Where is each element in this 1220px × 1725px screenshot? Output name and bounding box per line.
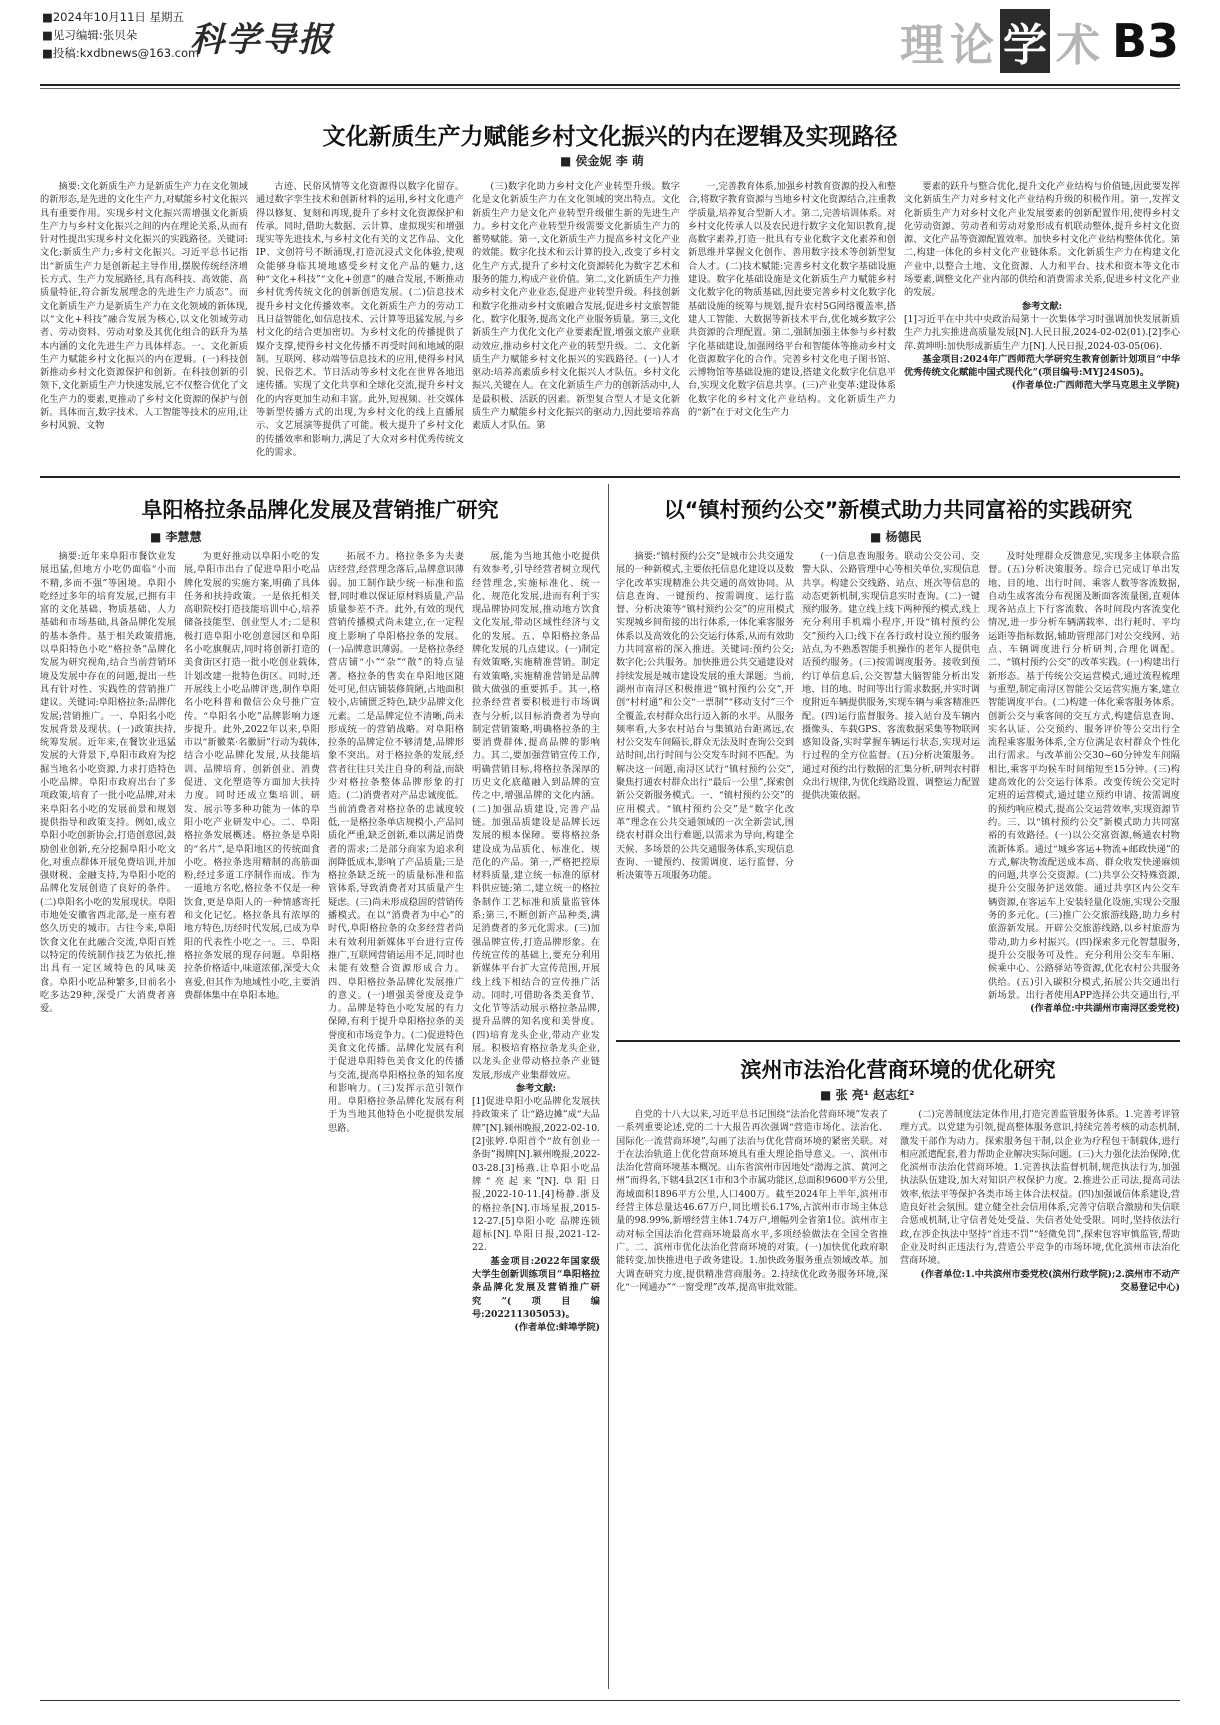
issue-date: ■2024年10月11日 星期五	[42, 10, 185, 24]
article1-column-5	[904, 180, 1180, 470]
article1-refs-heading: 参考文献:	[1021, 300, 1063, 312]
article3-unit: (作者单位:中共湖州市南浔区委党校)	[1030, 1003, 1180, 1014]
section-char-3: 学	[1000, 9, 1050, 73]
article2-text-3: 拓展不力。格拉条多为夫妻店经营,经营理念落后,品牌意识薄弱。加工制作缺少统一标准和监督,同时难以保证原材料质量,产品质量参差不齐。此外,有效的现代营销传播模式尚未建立,在一定程度上影响了阜阳格拉条的发展。(一)品牌意识薄弱。一是格拉条经营店铺“小”“杂”“散”的特点显著。格拉条的售卖在阜阳地区随处可见,但店铺装修简陋,占地面积较小,店铺匮乏特色,缺少品牌文化元素。二是品牌定位不清晰,尚未形成统一的营销战略。对阜阳格拉条的品牌定位不够清楚,品牌形象不突出。对于格拉条的发展,经营者往往只关注自身的利益,而缺少对格拉条整体品牌形象的打造。(二)消费者对产品忠诚度低。当前消费者对格拉条的忠诚度较低,一是格拉条单店规模小,产品同质化严重,缺乏创新,难以满足消费者的需求;二是部分商家为追求利润降低成本,影响了产品质量;三是格拉条缺乏统一的质量标准和监管体系,导致消费者对其质量产生疑虑。(三)尚未形成稳固的营销传播模式。在以“消费者为中心”的时代,阜阳格拉条的众多经营者尚未有效利用新媒体平台进行宣传推广,互联网营销运用不足,同时也未能有效整合资源形成合力。四、阜阳格拉条品牌化发展推广的意义。(一)增强美誉度及竞争力。品牌是特色小吃发展的有力保障,有利于提升阜阳格拉条的美誉度和市场竞争力。(二)促进特色美食文化传播。品牌化发展有利于促进阜阳特色美食文化的传播与交流,提高阜阳格拉条的知名度和影响力。(三)发挥示范引领作用。阜阳格拉条品牌化发展有利于为当地其他特色小吃提供发展思路。	[328, 551, 464, 1134]
article4-column-1	[616, 1108, 888, 1690]
article1-text-3: (三)数字化助力乡村文化产业转型升级。数字化是文化新质生产力在文化领域的突出特点。文化新质生产力是文化产业转型升级催生新的先进生产力。乡村文化产业转型升级需要文化新质生产力的蓄势赋能。第一,文化新质生产力提高乡村文化产业的效能。数字化技术和云计算的投入,改变了乡村文化生产方式,提升了乡村文化资源转化为数字艺术和服务的能力,构成产业价值。第二,文化新质生产力推动乡村文化产业业态,促进产业转型升级。科技创新和数字化推动乡村文旅融合发展,促进乡村文旅智能化、数字化服务,提高文化产业服务质量。第三,文化新质生产力优化文化产业要素配置,增强文旅产业联动效应,推动乡村文化产业的转型升级。二、文化新质生产力赋能乡村文化振兴的实践路径。(一)人才驱动:培养高素质乡村文化振兴人才队伍。乡村文化振兴,关键在人。在文化新质生产力的创新活动中,人是最积极、活跃的因素。新型复合型人才是文化新质生产力赋能乡村文化振兴的驱动力,因此要培养高素质人才队伍。第	[472, 181, 680, 432]
article2-column-4	[472, 550, 600, 1690]
article2-title: 阜阳格拉条品牌化发展及营销推广研究	[141, 498, 499, 522]
page-number: B3	[1112, 14, 1180, 68]
article1-refs: [1]习近平在中共中央政治局第十一次集体学习时强调加快发展新质生产力扎实推进高质量发展[N].人民日报,2024-02-02(01).[2]李心萍.黄坤明:加快形成新质生产力[N].人民日报,2024-03-05(06).	[904, 313, 1180, 352]
article2-refs-heading: 参考文献:	[515, 1082, 557, 1094]
article1-text-5: 要素的跃升与整合优化,提升文化产业结构与价值链,因此要发挥文化新质生产力对乡村文化产业结构升级的积极作用。第一,发挥文化新质生产力对乡村文化产业发展要素的创新配置作用,使得乡村文化劳动资源、劳动者和劳动对象形成有机联动整体,提升乡村文化资源、文化产品等资源配置效率。加快乡村文化产业结构整体优化。第二,构建一体化的乡村文化产业链体系。文化新质生产力在构建文化产业中,以整合土地、文化资源、人力和平台、技术和资本等文化市场要素,调整文化产业内部的供给和消费需求关系,促进乡村文化产业的发展。	[904, 181, 1180, 299]
article1-byline: ■ 侯金妮 李 萌	[560, 154, 644, 168]
article1-text-1: 摘要:文化新质生产力是新质生产力在文化领域的新形态,是先进的文化生产力,对赋能乡村文化振兴具有重要作用。实现乡村文化振兴需增强文化新质生产力与乡村文化振兴之间的内在理论关系,从而有针对性提出实现乡村文化振兴的实践路径。关键词:文化;新质生产力;乡村文化振兴。习近平总书记指出“新质生产力是创新起主导作用,摆脱传统经济增长方式、生产力发展路径,具有高科技、高效能、高质量特征,符合新发展理念的先进生产力质态”。而文化新质生产力是新质生产力在文化领域的新体现,以“文化+科技”融合发展为核心,以文化领域劳动者、劳动资料、劳动对象及其优化组合的跃升为基本内涵的文化先进生产力具体样态。一、文化新质生产力赋能乡村文化振兴的内在逻辑。(一)科技创新推动乡村文化资源保护和创新。在科技创新的引领下,文化新质生产力快速发展,它不仅整合优化了文化生产力的要素,更推动了乡村文化资源的保护与创新。具体而言,数字技术、人工智能等技术的应用,让乡村风貌、文物	[40, 181, 248, 432]
article2-text-2: 为更好推动以阜阳小吃的发展,阜阳市出台了促进阜阳小吃品牌化发展的实施方案,明确了具体任务和扶持政策。一是依托相关高职院校打造技能培训中心,培养储备技能型、创业型人才;二是积极打造阜阳小吃创意园区和阜阳名小吃旗舰店,同时将创新打造的美食街区打造一批小吃创业载体,计划改建一批特色街区。同时,还开展线上小吃品牌评选,制作阜阳名小吃科普和微信公众号推广宣传。“阜阳名小吃”品牌影响力逐步提升。此外,2022年以来,阜阳市以“新徽菜·名徽厨”行动为载体,结合小吃品牌化发展,从技能培训、品牌培育、创新创业、消费促进、文化塑造等方面加大扶持力度。同时还成立集培训、研发、展示等多种功能为一体的阜阳小吃产业研发中心。二、阜阳格拉条发展概述。格拉条是阜阳的“名片”,是阜阳地区的传统面食小吃。格拉条选用精制的高筋面粉,经过多道工序制作而成。作为一道地方名吃,格拉条不仅是一种饮食,更是阜阳人的一种情感寄托和文化记忆。格拉条具有浓厚的地方特色,历经时代发展,已成为阜阳的代表性小吃之一。三、阜阳格拉条发展的现存问题。阜阳格拉条价格适中,味道浓郁,深受大众喜爱,但其作为地域性小吃,主要消费群体集中在阜阳本地。	[184, 551, 320, 1001]
article4-title: 滨州市法治化营商环境的优化研究	[740, 1058, 1056, 1082]
article4-column-2	[900, 1108, 1180, 1690]
article2-text-4: 展,能为当地其他小吃提供有效参考,引导经营者树立现代经营理念,实施标准化、统一化、规范化发展,进而有利于实现品牌协同发展,推动地方饮食文化发展,带动区域性经济与文化的发展。五、阜阳格拉条品牌化发展的几点建议。(一)制定有效策略,实施精准营销。制定有效策略,实施精准营销是品牌做大做强的重要抓手。其一,格拉条经营者要积极进行市场调查与分析,以目标消费者为导向制定营销策略,明确格拉条的主要消费群体,提高品牌的影响力。其二,要加强营销宣传工作,明确营销目标,将格拉条深厚的历史文化底蕴融入到品牌的宣传之中,增强品牌的文化内涵。(二)加强品质建设,完善产品链。加强品质建设是品牌长远发展的根本保障。要将格拉条建设成为品质化、标准化、规范化的产品。第一,严格把控原材料质量,建立统一标准的原材料供应链;第二,建立统一的格拉条制作工艺标准和质量监管体系;第三,不断创新产品种类,满足消费者的多元化需求。(三)加强品牌宣传,打造品牌形象。在传统宣传的基础上,要充分利用新媒体平台扩大宣传范围,开展线上线下相结合的宣传推广活动。同时,可借助各类美食节、文化节等活动展示格拉条品牌,提升品牌的知名度和美誉度。(四)培育龙头企业,带动产业发展。积极培育格拉条龙头企业,以龙头企业带动格拉条产业链发展,形成产业集群效应。	[472, 551, 600, 1081]
article3-column-1	[616, 550, 794, 1032]
article3-text-2: (一)信息查询服务。联动公交公司、交警大队、公路管理中心等相关单位,实现信息共享。构建公交线路、站点、班次等信息的动态更新机制,实现信息实时查询。(二)一键预约服务。建立线上线下两种预约模式,线上充分利用手机端小程序,开设“镇村预约公交”预约入口;线下在各行政村设立预约服务站点,为不熟悉智能手机操作的老年人提供电话预约服务。(三)按需调度服务。接收到预约订单信息后,公交智慧大脑智能分析出发地、目的地、时间等出行需求数据,并实时调度附近车辆提供服务,实现车辆与乘客精准匹配。(四)运行监督服务。接入站台及车辆内摄像头、车载GPS、客流数据采集等物联网感知设备,实时掌握车辆运行状态,实现对运行过程的全方位监督。(五)分析决策服务。通过对预约出行数据的汇集分析,研判农村群众出行规律,为优化线路设置、调整运力配置提供决策依据。	[802, 551, 980, 802]
article2-unit: (作者单位:蚌埠学院)	[514, 1322, 600, 1334]
divider-vertical	[608, 484, 609, 1689]
newspaper-logo: 科学导报	[190, 20, 334, 60]
article3-byline: ■ 杨德民	[870, 530, 922, 544]
section-char-4: 术	[1056, 20, 1100, 71]
article3-column-3	[988, 550, 1180, 1032]
footer-rule	[40, 1700, 1180, 1701]
article2-fund: 基金项目:2022年国家级大学生创新训练项目“阜阳格拉条品牌化发展及营销推广研究”(项目编号:202211305053)。	[472, 1255, 600, 1320]
article2-refs: [1]促进阜阳小吃品牌化发展扶持政策来了 让“路边摊”成“大品牌”[N].颍州晚报,2022-02-10.[2]张婷.阜阳首个“故有创业一条街”揭牌[N].颍州晚报,2022-03-28.[3]杨燕.让阜阳小吃品牌“亮起来”[N].阜阳日报,2022-10-11.[4]杨静.浙及的格拉条[N].市场星报,2015-12-27.[5]阜阳小吃 品牌连锁超标[N].阜阳日报,2021-12-22.	[472, 1096, 600, 1254]
article1-column-3	[472, 180, 680, 468]
article3-column-2	[802, 550, 980, 1032]
masthead-rule	[40, 84, 1180, 86]
section-char-1: 理	[900, 20, 944, 71]
submission-email: ■投稿:kxdbnews@163.com	[42, 46, 200, 60]
article1-column-1	[40, 180, 248, 468]
article4-byline: ■ 张 亮¹ 赵志红²	[820, 1088, 915, 1102]
article2-column-3	[328, 550, 464, 1685]
article2-column-2	[184, 550, 320, 1685]
article1-column-2	[256, 180, 464, 468]
article1-fund: 基金项目:2024年广西师范大学研究生教育创新计划项目“中华优秀传统文化赋能中国式现代化”(项目编号:MYJ24S05)。	[904, 353, 1180, 379]
article1-title: 文化新质生产力赋能乡村文化振兴的内在逻辑及实现路径	[322, 124, 898, 150]
article3-text-3: 及时处理群众反馈意见,实现多主体联合监督。(五)分析决策服务。综合已完成订单出发地、目的地、出行时间、乘客人数等客流数据,自动生成客流分布视图及断面客流量图,直观体现各站点上下行客流数、各时间段内客流变化情况,进一步分析车辆满载率、出行耗时、平均运距等指标数据,辅助管理部门对公交线网、站点、车辆调度进行分析研判,合理化调配。二、“镇村预约公交”的改革实践。(一)构建出行新形态。基于传统公交运营模式,通过流程梳理与重塑,制定南浔区智能公交运营实施方案,建立智能调度平台。(二)构建一体化乘客服务体系。创新公交与乘客间的交互方式,构建信息查询、实名认证、公交预约、服务评价等公交出行全流程乘客服务体系,全方位满足农村群众个性化出行需求。与改革前公交30~60分钟发车间隔相比,乘客平均候车时间缩短至15分钟。(三)构建高效化的公交运行体系。改变传统公交定时定班的运营模式,通过建立预约申请、按需调度的预约响应模式,提高公交运营效率,实现资源节约。三、以“镇村预约公交”新模式助力共同富裕的有效路径。(一)以公交富资源,畅通农村物流新体系。通过“城乡客运+物流+邮政快递”的方式,解决物流配送成本高、群众收发快递麻烦的问题,共享公交资源。(二)共享公交特殊资源,提升公交服务护送效能。通过共享区内公交车辆资源,在客运车上安装轻量化设施,实现公交服务的多元化。(三)推广公交旅游线路,助力乡村旅游新发展。开辟公交旅游线路,以乡村旅游为带动,助力乡村振兴。(四)探索多元化智慧服务,提升公交服务可及性。充分利用公交车车厢、候乘中心、公路驿站等资源,优化农村公共服务供给。(五)引入碳积分模式,拓展公共交通出行新场景。出行者使用APP选择公共交通出行,平	[988, 551, 1180, 1001]
divider-article3	[616, 1040, 1180, 1042]
article1-unit: (作者单位:广西师范大学马克思主义学院)	[1011, 380, 1180, 392]
article3-title: 以“镇村预约公交”新模式助力共同富裕的实践研究	[663, 498, 1133, 522]
article3-text-1: 摘要:“镇村预约公交”是城市公共交通发展的一种新模式,主要依托信息化建设以及数字化改革实现精准公共交通的高效协同。从信息查询、一键预约、按需调度、运行监督、分析决策等“镇村预约公交”的应用模式实现城乡间衔接的出行体系,一体化乘客服务体系以及高效化的公交运行体系,从而有效助力共同富裕的深入推进。关键词:预约公交;数字化;公共服务。加快推进公共交通建设对持续发展是城市建设发展的重大课题。当前,湖州市南浔区积极推进“镇村预约公交”,开创“村村通”和公交“一票制”“移动支付”三个全覆盖,农村群众出行迈入新的水平。从服务频率看,大多农村站台与集镇站台距离远,农村公交发车间隔长,群众无法及时查询公交到站时间,出行时间与公交发车时间不匹配。为解决这一问题,南浔区试行“镇村预约公交”,聚焦打通农村群众出行“最后一公里”,探索创新公交新服务模式。一、“镇村预约公交”的应用模式。“镇村预约公交”是“数字化改革”理念在公共交通领域的一次全新尝试,围绕农村群众出行难题,以需求为导向,构建全天候、多场景的公共交通服务体系,实现信息查询、一键预约、按需调度、运行监督、分析决策等五项服务功能。	[616, 551, 794, 882]
masthead	[0, 0, 1220, 96]
article1-text-2: 古迹、民俗风情等文化资源得以数字化留存。通过数字孪生技术和创新材料的运用,乡村文化遗产得以修复、复刻和再现,提升了乡村文化资源保护和传承。同时,借助大数据、云计算、虚拟现实和增强现实等先进技术,与乡村文化有关的文艺作品、文化IP、文创符号不断涌现,打造沉浸式文化体验,使观众能够身临其境地感受乡村文化产品的魅力,这种“文化+科技”“文化+创意”的融合发展,不断推动乡村优秀传统文化的创新创造发展。(二)信息技术提升乡村文化传播效率。文化新质生产力的劳动工具日益智能化,如信息技术、云计算等迅猛发展,与乡村文化的结合更加密切。为乡村文化的传播提供了媒介支撑,使得乡村文化传播不再受时间和地域的限制。互联网、移动端等信息技术的应用,使得乡村风貌、民俗艺术、节日活动等乡村文化在世界各地迅速传播。实现了文化共享和全球化交流,提升乡村文化的内容更加生动和丰富。此外,短视频、社交媒体等新型传播方式的出现,为乡村文化的线上直播展示、文艺展演等提供了可能。极大提升了乡村文化的传播效率和影响力,满足了大众对乡村优秀传统文化的需求。	[256, 181, 464, 458]
masthead-info	[42, 8, 199, 62]
article4-unit: (作者单位:1.中共滨州市委党校(滨州行政学院);2.滨州市不动产交易登记中心)	[920, 1268, 1180, 1293]
section-char-2: 论	[950, 20, 994, 71]
article1-column-4	[688, 180, 896, 468]
article2-text-1: 摘要:近年来阜阳市餐饮业发展迅猛,但地方小吃仍面临“小而不精,多而不强”等困境。阜阳小吃经过多年的培育发展,已拥有丰富的文化基础、物质基础、人力基础和市场基础,具备品牌化发展的基本条件。基于相关政策措施,以阜阳特色小吃“格拉条”品牌化发展为研究视角,结合当前营销环境及发展中存在的问题,提出一些具有针对性、实践性的营销推广建议。关键词:阜阳格拉条;品牌化发展;营销推广。一、阜阳名小吃发展背景及现状。(一)政策扶持,统筹发展。近年来,在餐饮业迅猛发展的大背景下,阜阳市政府为挖掘当地名小吃资源,力求打造特色小吃品牌。阜阳市政府出台了多项政策,培育了一批小吃品牌,对未来阜阳名小吃的发展前景和规划提供指导和政策支持。例如,成立阜阳小吃创新协会,打造创意园,鼓励创业创新,充分挖掘阜阳小吃文化,对重点群体开展免费培训,并加强财税、金融支持,为阜阳小吃的品牌化发展创造了良好的条件。(二)阜阳名小吃的发展现状。阜阳市地处安徽省西北部,是一座有着悠久历史的城市。古往今来,阜阳饮食文化在此融合交流,阜阳百姓以特定的传统制作技艺为依托,推出具有一定区域特色的风味美食。阜阳小吃品种繁多,目前名小吃多达29种,深受广大消费者喜爱。	[40, 551, 176, 1015]
article2-byline: ■ 李慧慧	[150, 530, 202, 544]
article4-text-1: 自党的十八大以来,习近平总书记围绕“法治化营商环境”发表了一系列重要论述,党的二十大报告再次强调“营造市场化、法治化、国际化一流营商环境”,勾画了法治与优化营商环境的紧密关联。对于在法治轨道上优化营商环境具有重大理论指导意义。一、滨州市法治化营商环境基本概况。山东省滨州市因地处“渤海之滨、黄河之州”而得名,下辖4县2区1市和3个市属功能区,总面积9600平方公里,海域面积1896平方公里,人口400万。截至2024年上半年,滨州市经营主体总量达46.67万户,同比增长6.17%,占滨州市市场主体总量的98.99%,新增经营主体1.74万户,增幅列全省第1位。滨州市主动对标全国法治化营商环境最高水平,多项经验做法在全国全省推广。二、滨州市优化法治化营商环境的对策。(一)加快优化政府职能转变,加快推进电子政务建设。1.加快政务服务重点领域改革。加大调查研究力度,提供精准营商服务。2.持续优化政务服务环境,深化“一网通办”“一窗受理”改革,提高审批效能。	[616, 1109, 888, 1293]
article4-text-2: (二)完善制度法定体作用,打造完善监管服务体系。1.完善考评管理方式。以党建为引领,提高整体服务意识,持续完善考核的动态机制,激发干部作为动力。探索服务包干制,以企业为疗程包干制载体,进行相应派遣配套,着力帮助企业解决实际问题。(三)大力强化法治保障,优化滨州市法治化营商环境。1.完善执法监督机制,规范执法行为,加强执法队伍建设,加大对知识产权保护力度。2.推进公正司法,提高司法效率,依法平等保护各类市场主体合法权益。(四)加强诚信体系建设,营造良好社会氛围。建立健全社会信用体系,完善守信联合激励和失信联合惩戒机制,让守信者处处受益、失信者处处受限。同时,坚持依法行政,在涉企执法中坚持“首违不罚”“轻微免罚”,探索包容审慎监管,帮助企业及时纠正违法行为,营造公平竞争的市场环境,优化滨州市法治化营商环境。	[900, 1109, 1180, 1267]
masthead-rule-thin	[40, 88, 1180, 89]
section-banner	[900, 12, 1179, 70]
editor-name: ■见习编辑:张贝朵	[42, 28, 138, 42]
divider-article1	[40, 476, 1180, 478]
article1-text-4: 一,完善教育体系,加强乡村教育资源的投入和整合,将数字教育资源与当地乡村文化资源结合,注重教学质量,培养复合型新人才。第二,完善培训体系。对乡村文化传承人以及农民进行数字文化知识教育,提高数字素养,打造一批具有专业化数字文化素养和创新思维并掌握文化创作、善用数字技术等创新型复合人才。(二)技术赋能:完善乡村文化数字基础设施建设。数字化基础设施是文化新质生产力赋能乡村文化数字化的物质基础,因此要完善乡村文化数字化基础设施的统筹与规划,提升农村5G网络覆盖率,搭建人工智能、大数据等新技术平台,优化城乡数字公共资源的合理配置。第二,强制加强主体参与乡村数字化基础建设,加强网络平台和智能体等推动乡村文化资源数字化的合作。完善乡村文化电子图书馆、云博物馆等基础设施的建设,搭建文化数字化信息平台,实现文化数字信息共享。(三)产业变革:建设体系化数字化的乡村文化产业结构。文化新质生产力的“新”在于对文化生产力	[688, 181, 896, 419]
article2-column-1	[40, 550, 176, 1685]
